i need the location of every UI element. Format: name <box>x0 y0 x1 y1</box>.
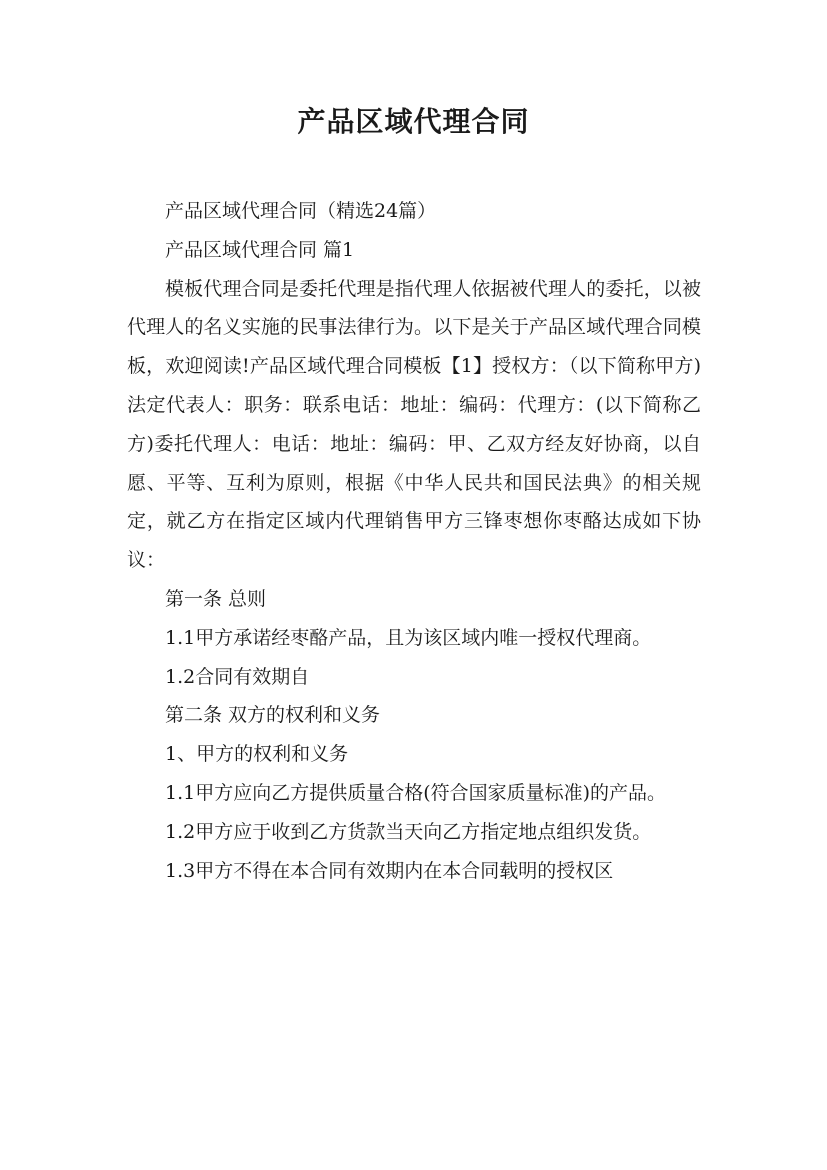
document-body <box>127 192 701 890</box>
paragraph-article-1-heading: 第一条 总则 <box>165 587 267 610</box>
paragraph-clause: 1.2甲方应于收到乙方货款当天向乙方指定地点组织发货。 <box>165 820 652 843</box>
paragraph-clause: 1.2合同有效期自 <box>165 665 310 688</box>
document-title: 产品区域代理合同 <box>297 105 530 138</box>
paragraph-subheading: 1、甲方的权利和义务 <box>165 743 349 766</box>
paragraph-clause: 1.1甲方应向乙方提供质量合格(符合国家质量标准)的产品。 <box>165 781 667 804</box>
paragraph-section-heading: 产品区域代理合同 篇1 <box>165 238 355 261</box>
paragraph-clause: 1.3甲方不得在本合同有效期内在本合同载明的授权区 <box>165 859 614 882</box>
paragraph-subtitle: 产品区域代理合同（精选24篇） <box>165 200 437 222</box>
paragraph-article-2-heading: 第二条 双方的权利和义务 <box>165 704 381 727</box>
paragraph-intro: 模板代理合同是委托代理是指代理人依据被代理人的委托，以被代理人的名义实施的民事法律行为。以下是关于产品区域代理合同模板，欢迎阅读!产品区域代理合同模板【1】授权方：（以下简称甲方)法定代表人：职务：联系电话：地址：编码：代理方：(以下简称乙方)委托代理人：电话：地址：编码：甲、乙双方经友好协商，以自愿、平等、互利为原则，根据《中华人民共和国民法典》的相关规定，就乙方在指定区域内代理销售甲方三锋枣想你枣酪达成如下协议： <box>127 277 701 572</box>
paragraph-clause: 1.1甲方承诺经枣酪产品，且为该区域内唯一授权代理商。 <box>165 626 652 649</box>
